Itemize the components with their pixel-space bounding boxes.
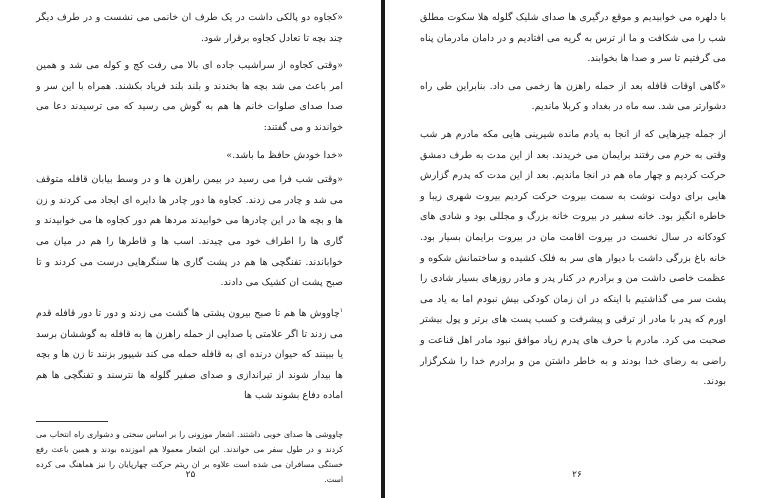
body-paragraph: با دلهره می خوابیدیم و موقع درگیری ها صدای شلیک گلوله هلا سکوت مطلق شب را می شکافت و ما از ترس به گریه می افتادیم و در دامان مادرمان پناه می گرفتیم تا سر و صدا ها بخوابند.	[420, 12, 726, 65]
body-paragraph: «وقتی کجاوه از سراشیب جاده ای بالا می رفت کج و کوله می شد و همین امر باعث می شد بچه ها بخندند و بلند بلند فریاد بکشند. همراه با این سر و صدا صدای صلوات خانم ها هم به گوش می رسید که می ترسیدند دعا می خواندند و می گفتند:	[36, 60, 343, 133]
body-paragraph: «گاهی اوقات قافله بعد از حمله راهزن ها زخمی می داد. بنابراین طی راه دشوارتر می شد. سه ماه در بغداد و کربلا ماندیم.	[420, 80, 726, 113]
page-number: ۲۵	[185, 470, 196, 480]
body-paragraph: از جمله چیزهایی که از انجا به یادم مانده شیرینی هایی مکه مادرم هر شب وقتی به حرم می رفتند برایمان می خریدند. بعد از این مدت به طرف دمشق حرکت کردیم و چهار ماه هم در انجا ماندیم. بعد از این مدت که پدرم گزارش هایی برای دولت نوشت به سمت بیروت حرکت کردیم بیروت شهری زیبا و خاطره انگیز بود. خانه سفیر در بیروت خانه بزرگ و مجللی بود و شادی های کودکانه در سال نخست در بیروت اقامت مان در بیروت برایمان بسیار بود. خانه باغ بزرگی داشت با دیوار های سر به فلک کشیده و ساختمانش شکوه و عظمت خاصی داشت من و برادرم در کنار پدر و مادر روزهای بسیار شادی را پشت سر می گذاشتیم با اینکه در ان زمان کودکی بیش نبودم اما به یاد می اورم که پدر با مادر از ترقی و پیشرفت و کسب پست های برتر و پول بیشتر صحبت می کرد. مادرم با حرف های پدرم زیاد موافق نبود مادر اهل قناعت و راضی به رضای خدا بودند و به خاطر داشتن من و برادرم خدا را شکرگزار بودند.	[420, 128, 726, 388]
book-spine-divider	[381, 0, 385, 498]
footnote-divider	[36, 421, 108, 422]
footnote: چاووشی ها صدای خوبی داشتند. اشعار موزونی را بر اساس سختی و دشواری راه انتخاب می کردند و در طول سفر می خواندند. این اشعار معمولا هم اموزنده بودند و همین باعث رفع خستگی مسافران می شده است علاوه بر ان ریتم حرکت چهارپایان را نیز هماهنگ می کرده است.	[36, 429, 343, 484]
body-paragraph-text: چاووش ها هم تا صبح بیرون پشتی ها گشت می زدند و دور تا دور قافله قدم می زدند تا اگر علامتی یا صدایی از حمله راهزن ها به قافله به گوششان برسد یا ببینند که حیوان درنده ای به قافله حمله می کند شیپور بزنند تا زن ها و بچه ها بیدار شوند از تیراندازی و صدای صفیر گلوله ها نترسند و تفنگچی ها هم اماده دفاع بشوند شب ها	[36, 307, 343, 402]
footnote-marker: ۱	[339, 306, 343, 314]
body-paragraph: «خدا خودش حافظ ما باشد.»	[226, 149, 343, 161]
body-paragraph-with-footnote	[36, 301, 343, 407]
page-number: ۲۶	[572, 470, 582, 480]
left-page	[0, 0, 381, 498]
body-paragraph: «کجاوه دو پالکی داشت در یک طرف ان خانمی می نشست و در طرف دیگر چند بچه تا تعادل کجاوه برقرار شود.	[36, 12, 343, 44]
right-page	[386, 0, 768, 498]
body-paragraph: «وقتی شب فرا می رسید در بیمن راهزن ها و در وسط بیابان قافله متوقف می شد و چادر می زدند. کجاوه ها دور چادر ها دایره ای ایجاد می کردند و زن ها و بچه ها در این چادرها می خوابیدند مردها هم دور کجاوه ها می خوابیدند و گاری ها را اطراف خود می چیدند. اسب ها و قاطرها را هم در میان می خواباندند. تفنگچی ها هم در پشت گاری ها سنگرهایی درست می کردند و تا صبح پشت ان کشیک می دادند.	[36, 174, 343, 289]
